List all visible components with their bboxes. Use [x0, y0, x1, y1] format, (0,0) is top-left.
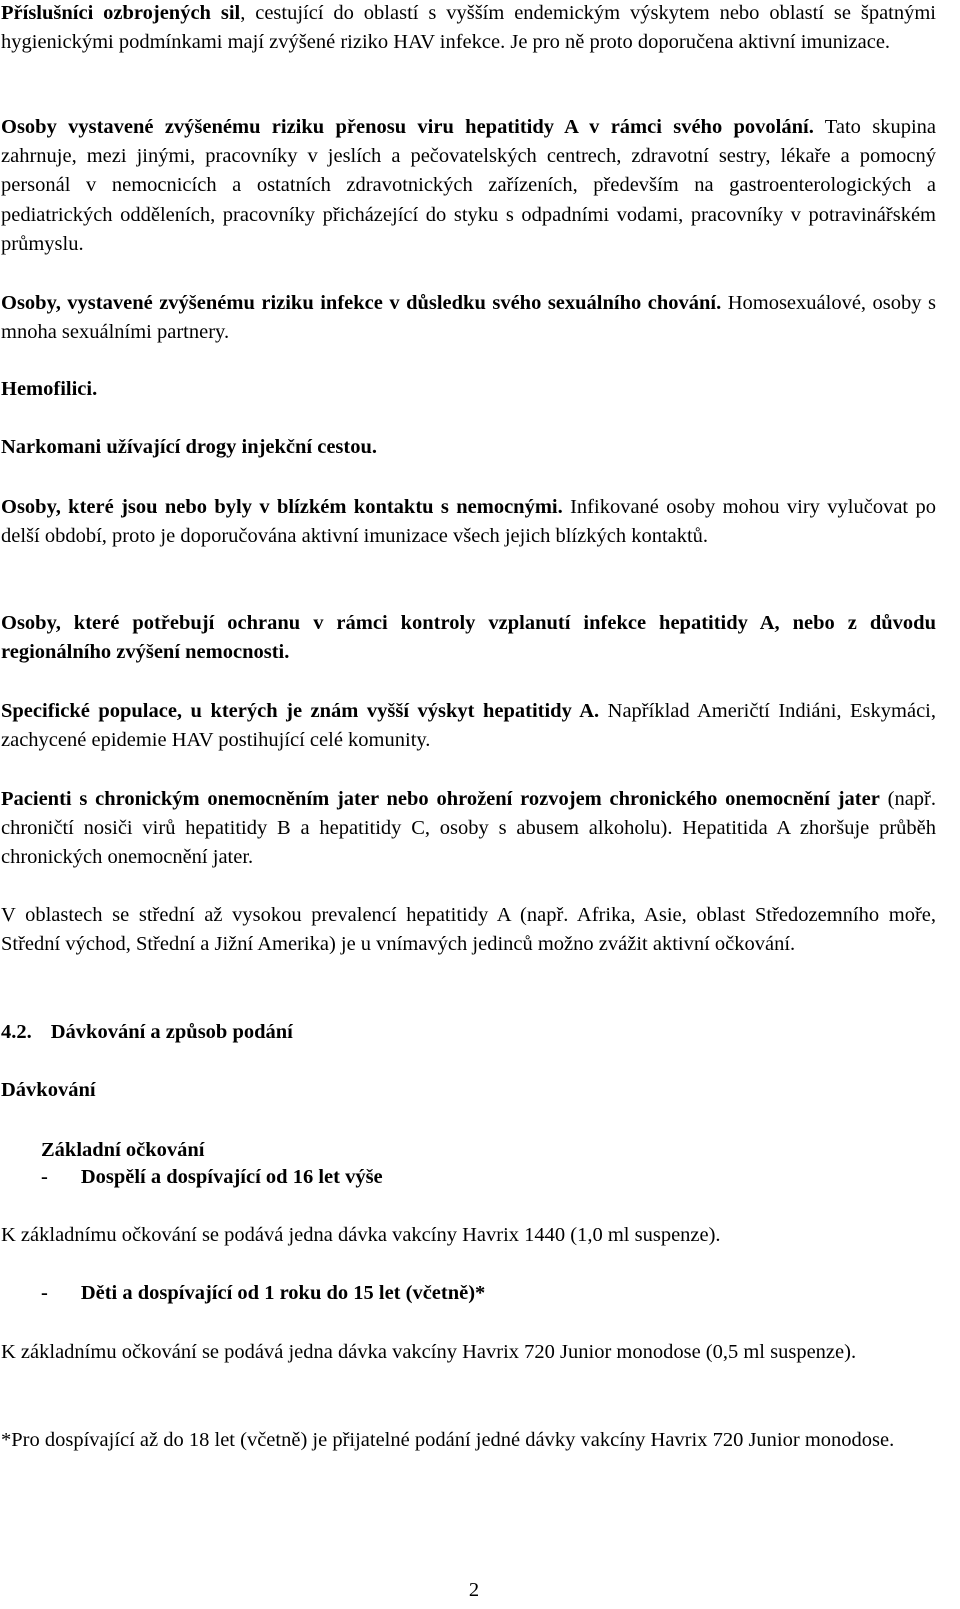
paragraph-body: V oblastech se střední až vysokou prevalencí hepatitidy A (např. Afrika, Asie, oblast Středozemního moře, Střední východ, Střední a Jižní Amerika) je u vnímavých jedinců možno zvážit aktivní očkování.	[1, 904, 936, 956]
section-number: 4.2.	[1, 1021, 32, 1043]
section-heading	[1, 1018, 293, 1047]
paragraph-sexual-behaviour	[1, 289, 936, 347]
paragraph-occupational-risk	[1, 113, 936, 259]
paragraph-close-contacts	[1, 493, 936, 551]
paragraph-body: Infikované osoby mohou viry vylučovat po delší období, proto je doporučována aktivní imunizace všech jejich blízkých kontaktů.	[1, 496, 936, 548]
dosage-subheading: Dávkování	[1, 1079, 96, 1101]
paragraph-lead: Osoby, které jsou nebo byly v blízkém kontaktu s nemocnými.	[1, 496, 563, 518]
adults-heading	[41, 1163, 383, 1192]
basic-vaccination-heading: Základní očkování	[41, 1139, 205, 1161]
paragraph-lead: Pacienti s chronickým onemocněním jater nebo ohrožení rozvojem chronického onemocnění jater	[1, 788, 880, 810]
paragraph-lead: Specifické populace, u kterých je znám vyšší výskyt hepatitidy A.	[1, 700, 600, 722]
footnote-text: *Pro dospívající až do 18 let (včetně) je přijatelné podání jedné dávky vakcíny Havrix 720 Junior monodose.	[1, 1429, 895, 1451]
paragraph-outbreak-control	[1, 609, 936, 667]
paragraph-specific-populations	[1, 697, 936, 755]
paragraph-body: Homosexuálové, osoby s mnoha sexuálními partnery.	[1, 292, 936, 344]
paragraph-body: , cestující do oblastí s vyšším endemickým výskytem nebo oblastí se špatnými hygienickými podmínkami mají zvýšené riziko HAV infekce. Je pro ně proto doporučena aktivní imunizace.	[1, 2, 936, 54]
paragraph-prevalence-areas	[1, 901, 936, 959]
paragraph-chronic-liver-disease	[1, 785, 936, 873]
paragraph-body: Například Američtí Indiáni, Eskymáci, zachycené epidemie HAV postihující celé komunity.	[1, 700, 937, 752]
paragraph-body: Tato skupina zahrnuje, mezi jinými, pracovníky v jeslích a pečovatelských centrech, zdravotní sestry, lékaře a pomocný personál v nemocnicích a ostatních zdravotnických zařízeních, především na gastroenterologických a pediatrických odděleních, pracovníky přicházející do styku s odpadními vodami, pracovníky v potravinářském průmyslu.	[1, 116, 936, 255]
paragraph-lead: Příslušníci ozbrojených sil	[1, 2, 241, 24]
paragraph-armed-forces	[1, 0, 936, 57]
children-label: Děti a dospívající od 1 roku do 15 let (včetně)*	[80, 1282, 486, 1304]
paragraph-drug-users	[1, 433, 936, 462]
paragraph-lead: Narkomani užívající drogy injekční cestou.	[1, 436, 378, 458]
list-dash: -	[41, 1282, 48, 1304]
paragraph-body: (např. chroničtí nosiči virů hepatitidy B a hepatitidy C, osoby s abusem alkoholu). Hepatitida A zhoršuje průběh chronických onemocnění jater.	[1, 788, 936, 869]
paragraph-lead: Hemofilici.	[1, 378, 98, 400]
adults-label: Dospělí a dospívající od 16 let výše	[80, 1166, 383, 1188]
paragraph-haemophiliacs	[1, 375, 936, 404]
children-heading	[41, 1279, 485, 1308]
section-title: Dávkování a způsob podání	[50, 1021, 293, 1043]
adults-dosage-text: K základnímu očkování se podává jedna dávka vakcíny Havrix 1440 (1,0 ml suspenze).	[1, 1224, 721, 1246]
list-dash: -	[41, 1166, 48, 1188]
paragraph-lead: Osoby vystavené zvýšenému riziku přenosu viru hepatitidy A v rámci svého povolání.	[1, 116, 814, 138]
paragraph-lead: Osoby, které potřebují ochranu v rámci kontroly vzplanutí infekce hepatitidy A, nebo z důvodu regionálního zvýšení nemocnosti.	[1, 612, 936, 664]
children-dosage-text: K základnímu očkování se podává jedna dávka vakcíny Havrix 720 Junior monodose (0,5 ml suspenze).	[1, 1341, 857, 1363]
paragraph-lead: Osoby, vystavené zvýšenému riziku infekce v důsledku svého sexuálního chování.	[1, 292, 722, 314]
page-number: 2	[468, 1579, 480, 1601]
